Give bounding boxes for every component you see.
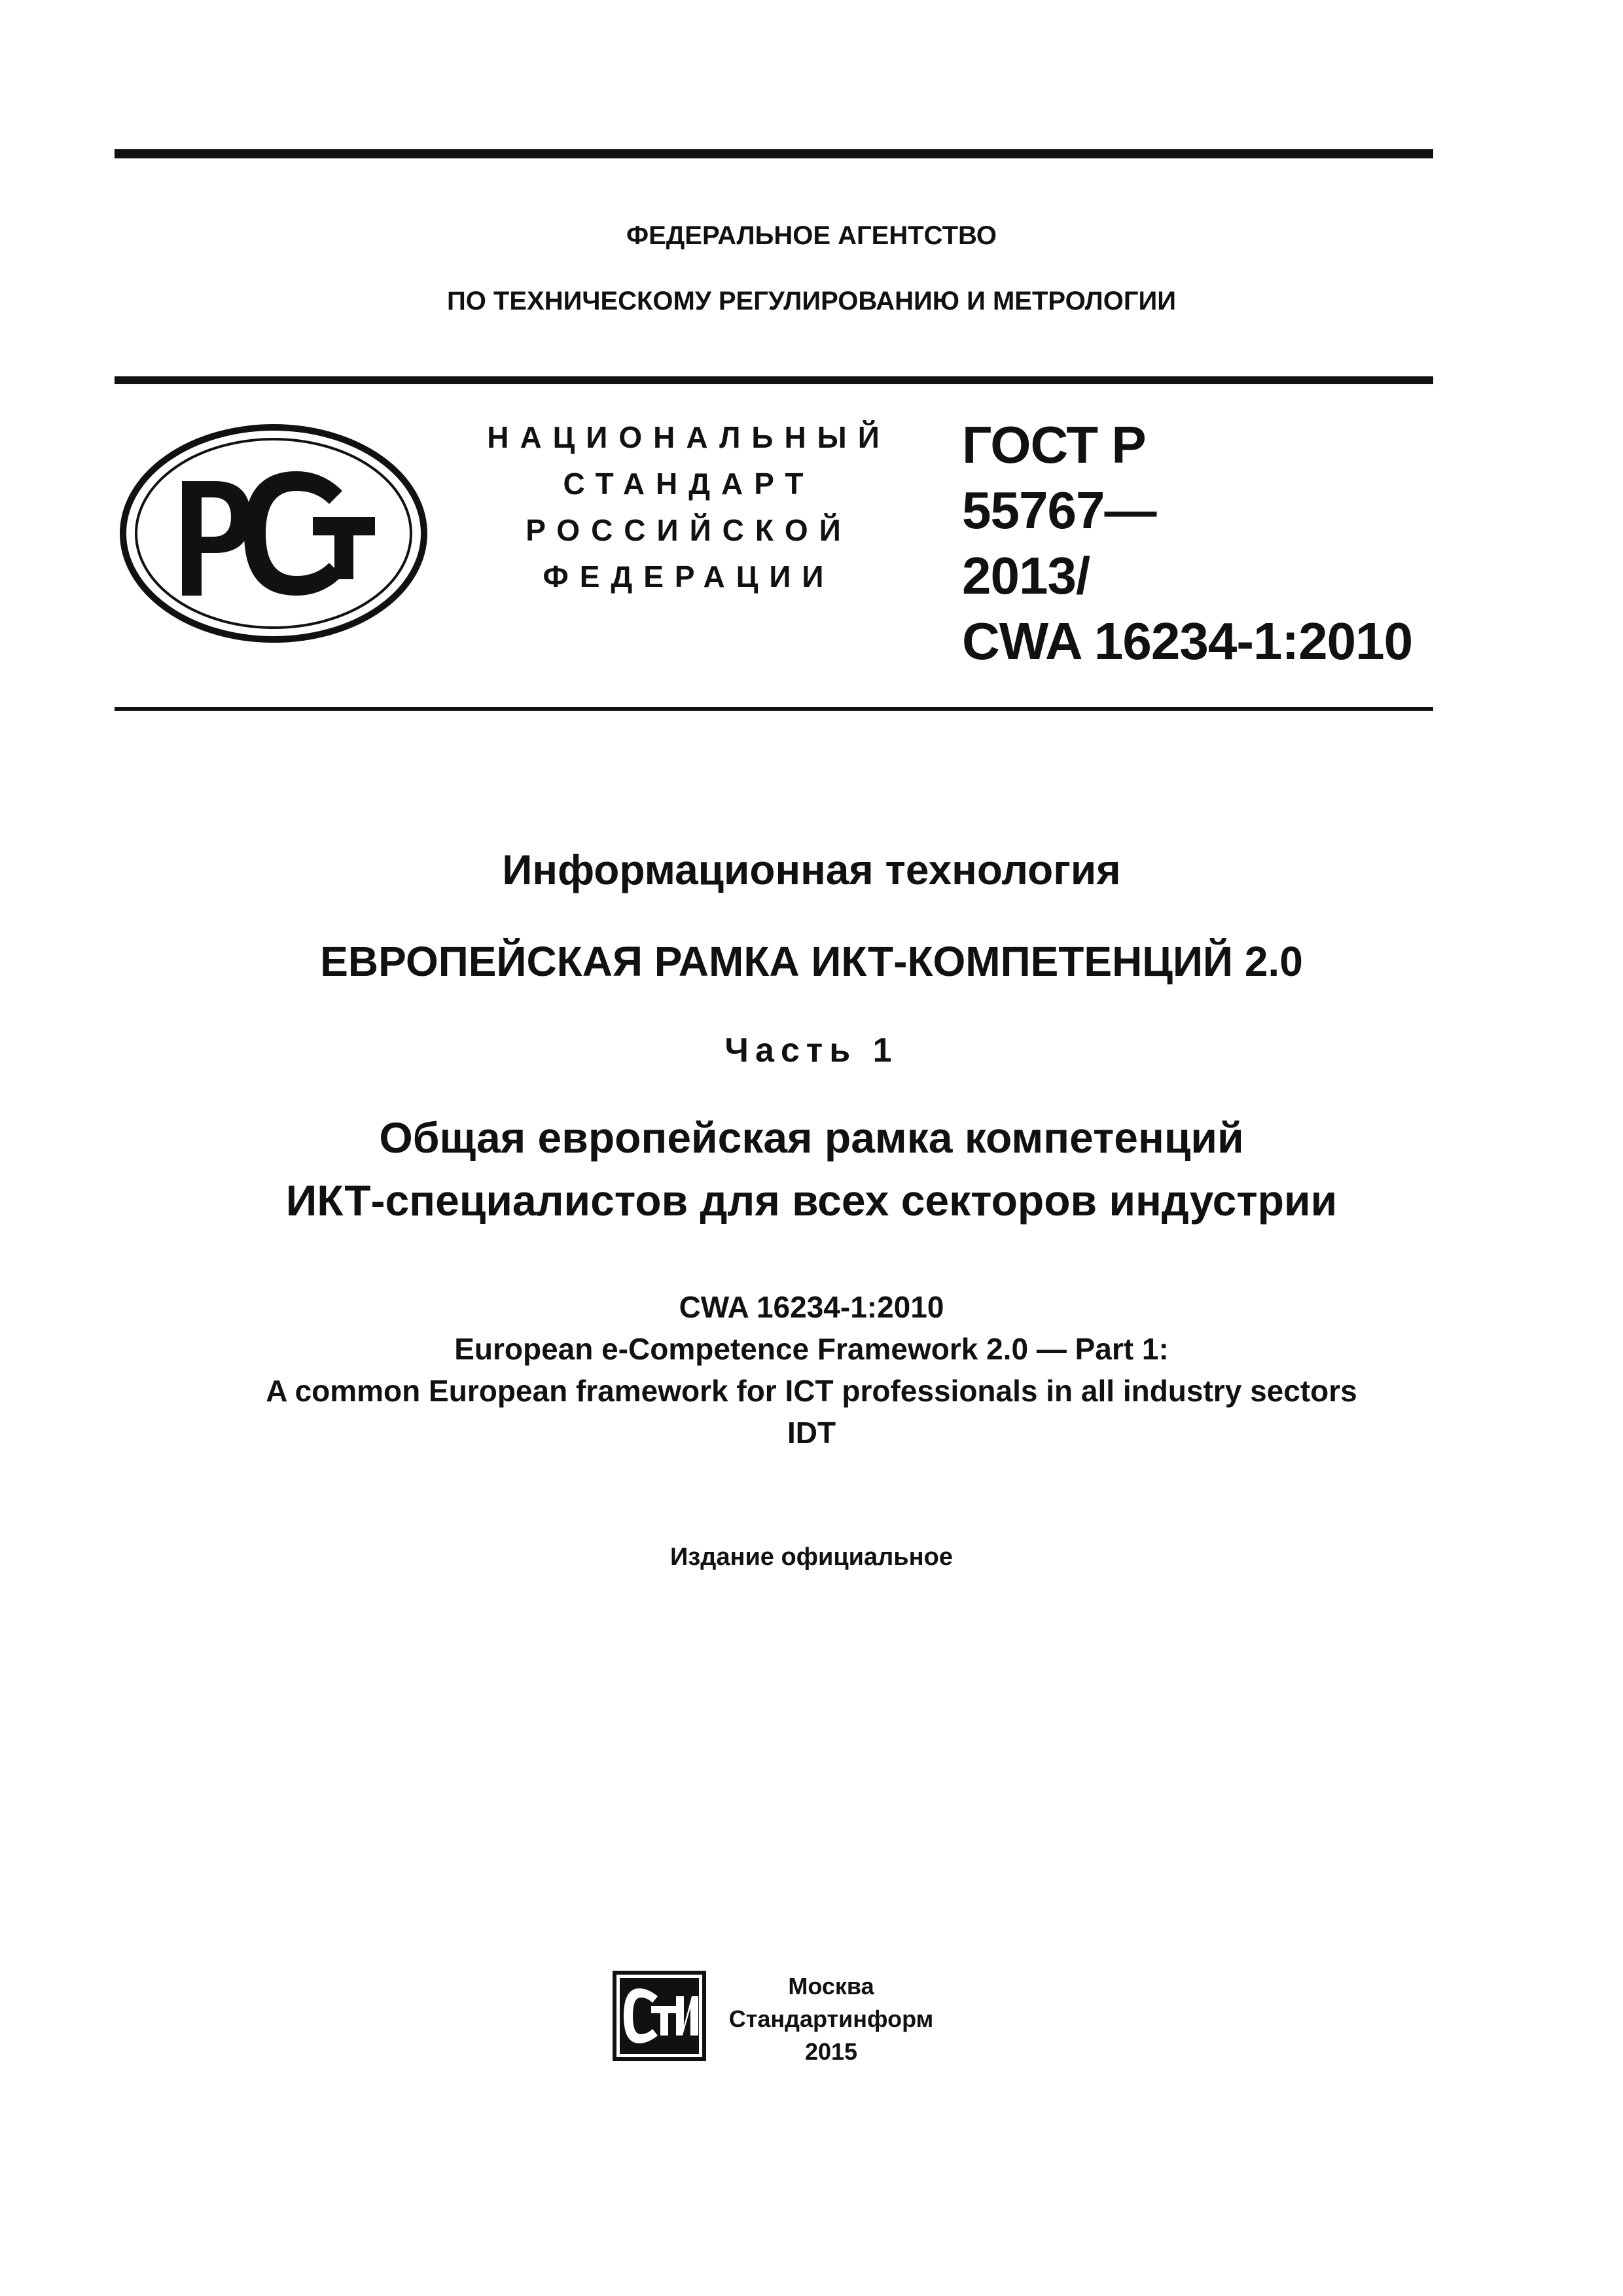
national-standard-label bbox=[481, 414, 897, 600]
english-line: IDT bbox=[787, 1416, 836, 1450]
title-line-1: Информационная технология bbox=[502, 846, 1121, 893]
english-line: European e-Competence Framework 2.0 — Part 1: bbox=[454, 1332, 1169, 1366]
top-rule bbox=[115, 149, 1433, 158]
publisher-info bbox=[723, 1970, 939, 2068]
national-standard-line: НАЦИОНАЛЬНЫЙ bbox=[487, 420, 891, 454]
publisher-year: 2015 bbox=[804, 2038, 858, 2065]
rst-logo-icon bbox=[116, 419, 431, 648]
edition-label: Издание официальное bbox=[670, 1543, 953, 1571]
subtitle-line: Общая европейская рамка компетенций bbox=[379, 1113, 1244, 1162]
stinform-logo-icon bbox=[612, 1970, 707, 2062]
subtitle-line: ИКТ-специалистов для всех секторов индустрии bbox=[285, 1176, 1338, 1225]
national-standard-line: ФЕДЕРАЦИИ bbox=[543, 560, 835, 594]
subtitle bbox=[0, 1106, 1623, 1232]
part-label: Часть 1 bbox=[724, 1031, 899, 1069]
national-standard-line: СТАНДАРТ bbox=[563, 467, 815, 501]
english-title bbox=[0, 1286, 1623, 1454]
publisher-city: Москва bbox=[788, 1973, 874, 2000]
title-line-2: ЕВРОПЕЙСКАЯ РАМКА ИКТ-КОМПЕТЕНЦИЙ 2.0 bbox=[320, 938, 1303, 985]
designation-rule bbox=[115, 707, 1433, 711]
standard-code-line: ГОСТ Р bbox=[962, 416, 1146, 474]
standard-code-line: CWA 16234-1:2010 bbox=[962, 612, 1413, 670]
agency-line-2: ПО ТЕХНИЧЕСКОМУ РЕГУЛИРОВАНИЮ И МЕТРОЛОГИИ bbox=[446, 287, 1177, 315]
standard-code-line: 55767— bbox=[962, 481, 1156, 539]
english-line: A common European framework for ICT professionals in all industry sectors bbox=[266, 1374, 1357, 1408]
english-line: CWA 16234-1:2010 bbox=[679, 1290, 944, 1324]
standard-code-line: 2013/ bbox=[962, 547, 1090, 605]
publisher-name: Стандартинформ bbox=[728, 2005, 934, 2032]
header-rule bbox=[115, 376, 1433, 384]
agency-line-1: ФЕДЕРАЛЬНОЕ АГЕНТСТВО bbox=[626, 221, 997, 250]
standard-code bbox=[962, 412, 1459, 674]
national-standard-line: РОССИЙСКОЙ bbox=[526, 513, 852, 547]
